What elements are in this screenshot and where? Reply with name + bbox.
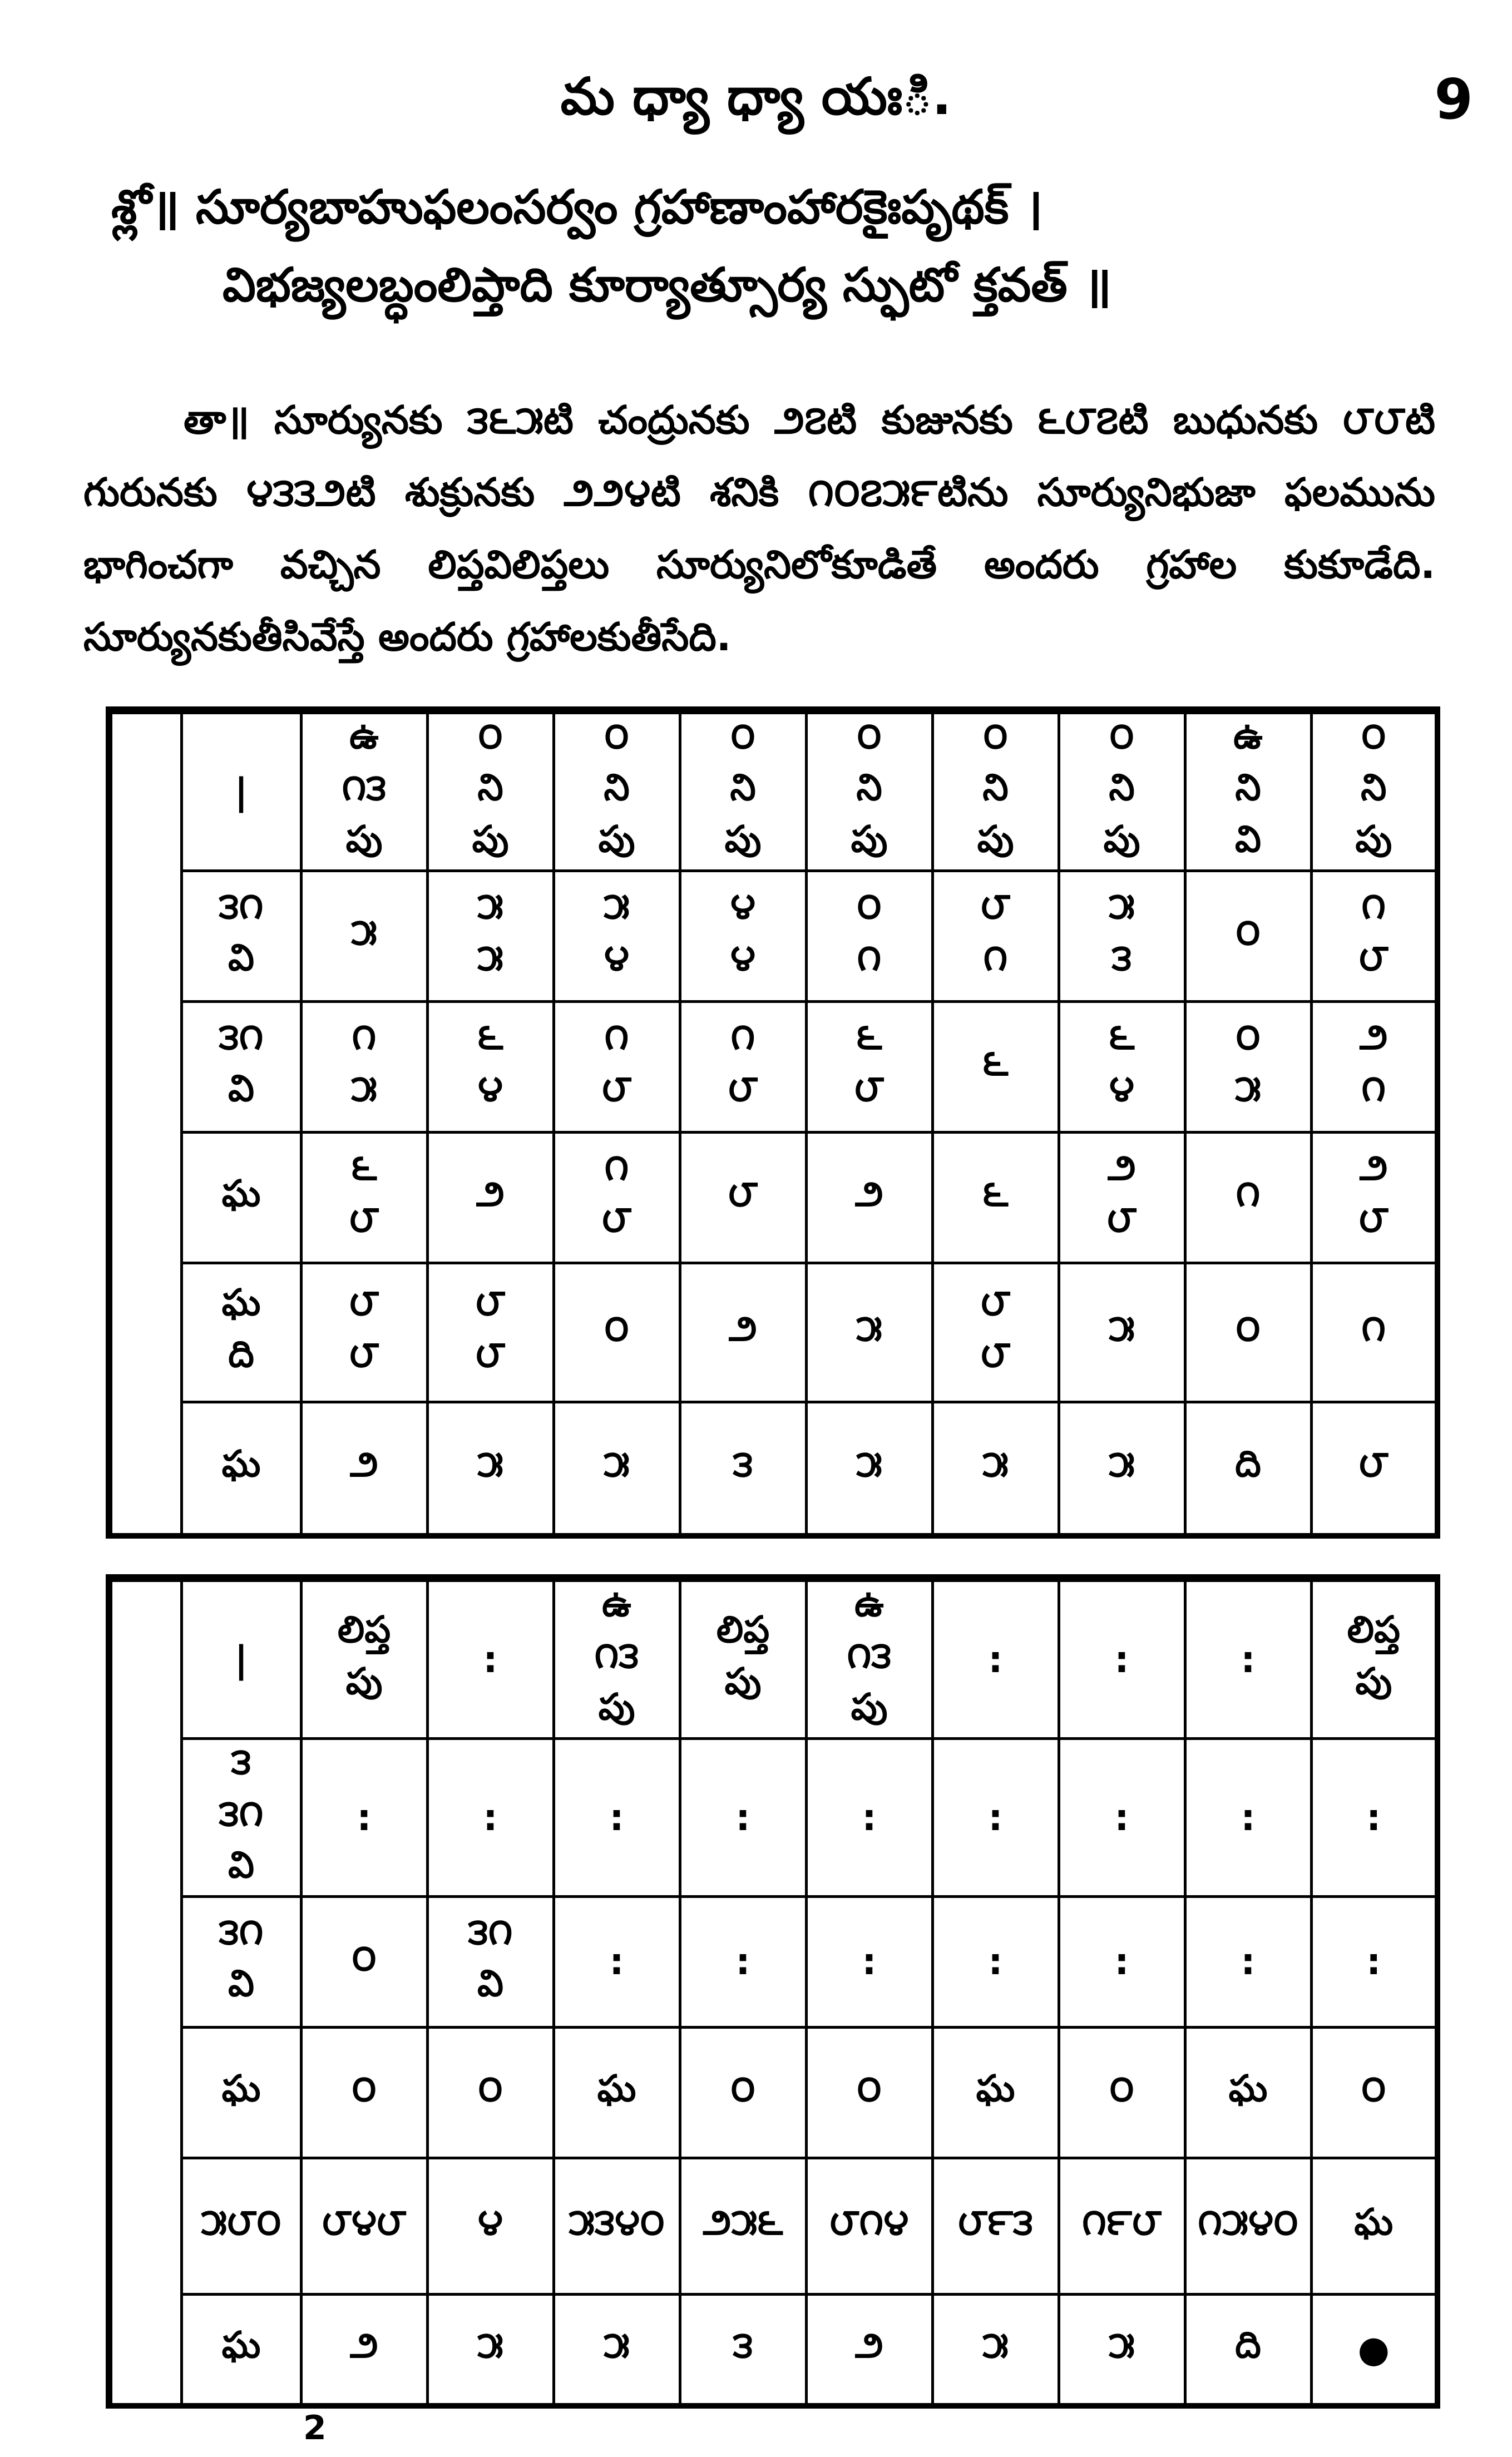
table-cell: ౦ ని పు [427, 710, 554, 871]
table-row [109, 871, 1437, 1002]
signature-number: 2 [303, 2409, 327, 2448]
table-cell: ౧ ౮ [680, 1002, 806, 1133]
table-cell: ౦ [1311, 2028, 1437, 2158]
table-cell: ౦ ని పు [554, 710, 680, 871]
table-cell: ఘ [1311, 2158, 1437, 2295]
table-cell: : [427, 1739, 554, 1897]
table-cell: ౧ [1185, 1133, 1311, 1263]
table-row [109, 1133, 1437, 1263]
table-cell: ౫ ౩ [1059, 871, 1185, 1002]
table-cell: : [680, 1897, 806, 2028]
verse-line-1: శ్లో॥ సూర్యబాహుఫలంసర్వం గ్రహాణాంహారకైఃపృథక్ । [111, 180, 1043, 234]
table-cell: ౪ ౪ [680, 871, 806, 1002]
table-cell: ౫ [427, 2295, 554, 2406]
table-cell: ౦ [554, 1263, 680, 1402]
table-cell: ౩౧ వి [181, 871, 301, 1002]
table-cell: ఘ [1185, 2028, 1311, 2158]
table-cell: : [1185, 1739, 1311, 1897]
table-cell: ౫ [554, 1402, 680, 1536]
table-cell: ౪ [427, 2158, 554, 2295]
table-row [109, 710, 1437, 871]
table-cell: ఉ ౧౩ పు [806, 1578, 932, 1739]
table-cell: ౬ [932, 1002, 1059, 1133]
table-cell: : [1311, 1897, 1437, 2028]
table-cell: ఉ ని వి [1185, 710, 1311, 871]
table-cell: ౩౧ వి [181, 1002, 301, 1133]
table-cell: ౨ [301, 2295, 427, 2406]
table-cell: లిప్త పు [301, 1578, 427, 1739]
table-cell: : [554, 1897, 680, 2028]
table-row [109, 1002, 1437, 1133]
table-cell: : [1059, 1578, 1185, 1739]
table-cell: ౫౮౦ [181, 2158, 301, 2295]
table-cell: ౨ [301, 1402, 427, 1536]
table-row [109, 1578, 1437, 1739]
table-cell: ౨ ౧ [1311, 1002, 1437, 1133]
table-cell: ౧ ౫ [301, 1002, 427, 1133]
table-cell: ౩౧ వి [181, 1897, 301, 2028]
table-cell: లిప్త పు [1311, 1578, 1437, 1739]
table-cell: : [301, 1739, 427, 1897]
table-cell: ౦ ని పు [1059, 710, 1185, 871]
table-row [109, 1739, 1437, 1897]
table-cell: ౬ ౪ [427, 1002, 554, 1133]
table-side-label [109, 1578, 181, 2406]
table-cell: ఉ ౧౩ పు [301, 710, 427, 871]
table-cell: | [181, 1578, 301, 1739]
table-cell: ౫ [932, 2295, 1059, 2406]
table-cell: ౫ [1059, 1263, 1185, 1402]
table-cell: ఘ [932, 2028, 1059, 2158]
table-cell: ౮ [680, 1133, 806, 1263]
table-cell: ఘ [554, 2028, 680, 2158]
table-cell: | [181, 710, 301, 871]
table-cell: : [932, 1739, 1059, 1897]
table-cell: ౫ [1059, 1402, 1185, 1536]
table-cell: ౦ ని పు [806, 710, 932, 871]
table-cell: ది [1185, 2295, 1311, 2406]
measure-correction-table [106, 1574, 1440, 2409]
table-row [109, 1897, 1437, 2028]
table-1-body [109, 710, 1437, 1536]
table-side-label [109, 710, 181, 1536]
table-cell: ఘ [181, 2295, 301, 2406]
table-cell: ౦ [301, 1897, 427, 2028]
table-cell: ౬ ౮ [301, 1133, 427, 1263]
table-cell: ౫ ౪ [554, 871, 680, 1002]
table-cell: ● [1311, 2295, 1437, 2406]
table-cell: : [554, 1739, 680, 1897]
table-cell: : [1059, 1739, 1185, 1897]
table-cell: ౮ ౮ [427, 1263, 554, 1402]
table-cell: : [932, 1897, 1059, 2028]
table-cell: ౧ ౮ [554, 1133, 680, 1263]
table-cell: ౩ [680, 1402, 806, 1536]
table-cell: : [932, 1578, 1059, 1739]
table-cell: ౬ ౪ [1059, 1002, 1185, 1133]
table-cell: ౫ [1059, 2295, 1185, 2406]
table-cell: ౨౫౬ [680, 2158, 806, 2295]
table-cell: ఘ [181, 1402, 301, 1536]
table-cell: ౫ [932, 1402, 1059, 1536]
verse-line-2: విభజ్యలబ్ధంలిప్తాది కూర్యాత్సూర్య స్ఫుటో క్తవత్ ॥ [223, 258, 1112, 312]
table-cell: ౦ [680, 2028, 806, 2158]
table-row [109, 1402, 1437, 1536]
table-cell: ౨ [806, 2295, 932, 2406]
table-cell: ౫౩౪౦ [554, 2158, 680, 2295]
table-cell: ఉ ౧౩ పు [554, 1578, 680, 1739]
table-cell: ౦ ని పు [1311, 710, 1437, 871]
table-cell: ౫ [554, 2295, 680, 2406]
table-cell: ౨ ౮ [1059, 1133, 1185, 1263]
table-cell: ౫ ౫ [427, 871, 554, 1002]
table-cell: ది [1185, 1402, 1311, 1536]
table-cell: ౦ [1185, 1263, 1311, 1402]
table-cell: ౮ ౮ [932, 1263, 1059, 1402]
table-cell: ఘ [181, 1133, 301, 1263]
table-cell: : [427, 1578, 554, 1739]
table-cell: : [1185, 1578, 1311, 1739]
table-cell: ౦ ౧ [806, 871, 932, 1002]
table-cell: ౩ ౩౧ వి [181, 1739, 301, 1897]
commentary-paragraph [83, 384, 1435, 673]
table-cell: ౫ [806, 1402, 932, 1536]
table-cell: ౦ ని పు [680, 710, 806, 871]
table-cell: ౧ [1311, 1263, 1437, 1402]
table-cell: ౨ [427, 1133, 554, 1263]
sun-arm-result-table [106, 706, 1440, 1539]
table-cell: లిప్త పు [680, 1578, 806, 1739]
table-cell: ౦ [1185, 871, 1311, 1002]
table-cell: ౫ [427, 1402, 554, 1536]
table-cell: ౦ [427, 2028, 554, 2158]
table-cell: ౮౧౪ [806, 2158, 932, 2295]
table-cell: ౩౧ వి [427, 1897, 554, 2028]
table-cell: ౨ [806, 1133, 932, 1263]
table-cell: ౧౯౮ [1059, 2158, 1185, 2295]
table-row [109, 2028, 1437, 2158]
table-cell: ౮ ౧ [932, 871, 1059, 1002]
table-cell: ౧ ౮ [1311, 871, 1437, 1002]
table-cell: ౬ [932, 1133, 1059, 1263]
table-cell: : [1185, 1897, 1311, 2028]
table-2-body [109, 1578, 1437, 2406]
table-row [109, 2295, 1437, 2406]
table-cell: ఘ [181, 2028, 301, 2158]
table-cell: ౦ [1059, 2028, 1185, 2158]
table-cell: : [806, 1897, 932, 2028]
table-cell: ౮ ౮ [301, 1263, 427, 1402]
table-cell: ౮౪౮ [301, 2158, 427, 2295]
table-cell: ౦ ని పు [932, 710, 1059, 871]
table-cell: ౨ [680, 1263, 806, 1402]
page-number: 9 [1434, 67, 1473, 132]
table-row [109, 1263, 1437, 1402]
table-cell: : [1059, 1897, 1185, 2028]
table-cell: ౧౫౪౦ [1185, 2158, 1311, 2295]
table-cell: ౩ [680, 2295, 806, 2406]
table-cell: : [1311, 1739, 1437, 1897]
table-cell: ౫ [806, 1263, 932, 1402]
table-cell: : [680, 1739, 806, 1897]
page-header-title: మ ధ్యా ధ్యా యఃి. [560, 67, 952, 126]
table-row [109, 2158, 1437, 2295]
commentary-text: తా॥ సూర్యునకు ౩౬౫టి చంద్రునకు ౨౭టి కుజునకు ౬౮౭టి బుధునకు ౮౮టి గురునకు ౪౩౩౨టి శుక్రునకు ౨౨౪టి శనికి ౧౦౭౫౯టిను సూర్యునిభుజా ఫలమును భాగించగా వచ్చిన లిప్తవిలిప్తలు సూర్యునిలోకూడితే అందరు గ్రహాల కుకూడేది. సూర్యునకుతీసివేస్తే అందరు గ్రహాలకుతీసేది. [83, 397, 1435, 660]
table-cell: ౦ ౫ [1185, 1002, 1311, 1133]
table-cell: : [806, 1739, 932, 1897]
table-cell: ౬ ౮ [806, 1002, 932, 1133]
table-cell: ౧ ౮ [554, 1002, 680, 1133]
table-cell: ౨ ౮ [1311, 1133, 1437, 1263]
table-cell: ఘ ది [181, 1263, 301, 1402]
table-cell: ౦ [301, 2028, 427, 2158]
table-cell: ౫ [301, 871, 427, 1002]
table-cell: ౮౯౩ [932, 2158, 1059, 2295]
table-cell: ౮ [1311, 1402, 1437, 1536]
table-cell: ౦ [806, 2028, 932, 2158]
